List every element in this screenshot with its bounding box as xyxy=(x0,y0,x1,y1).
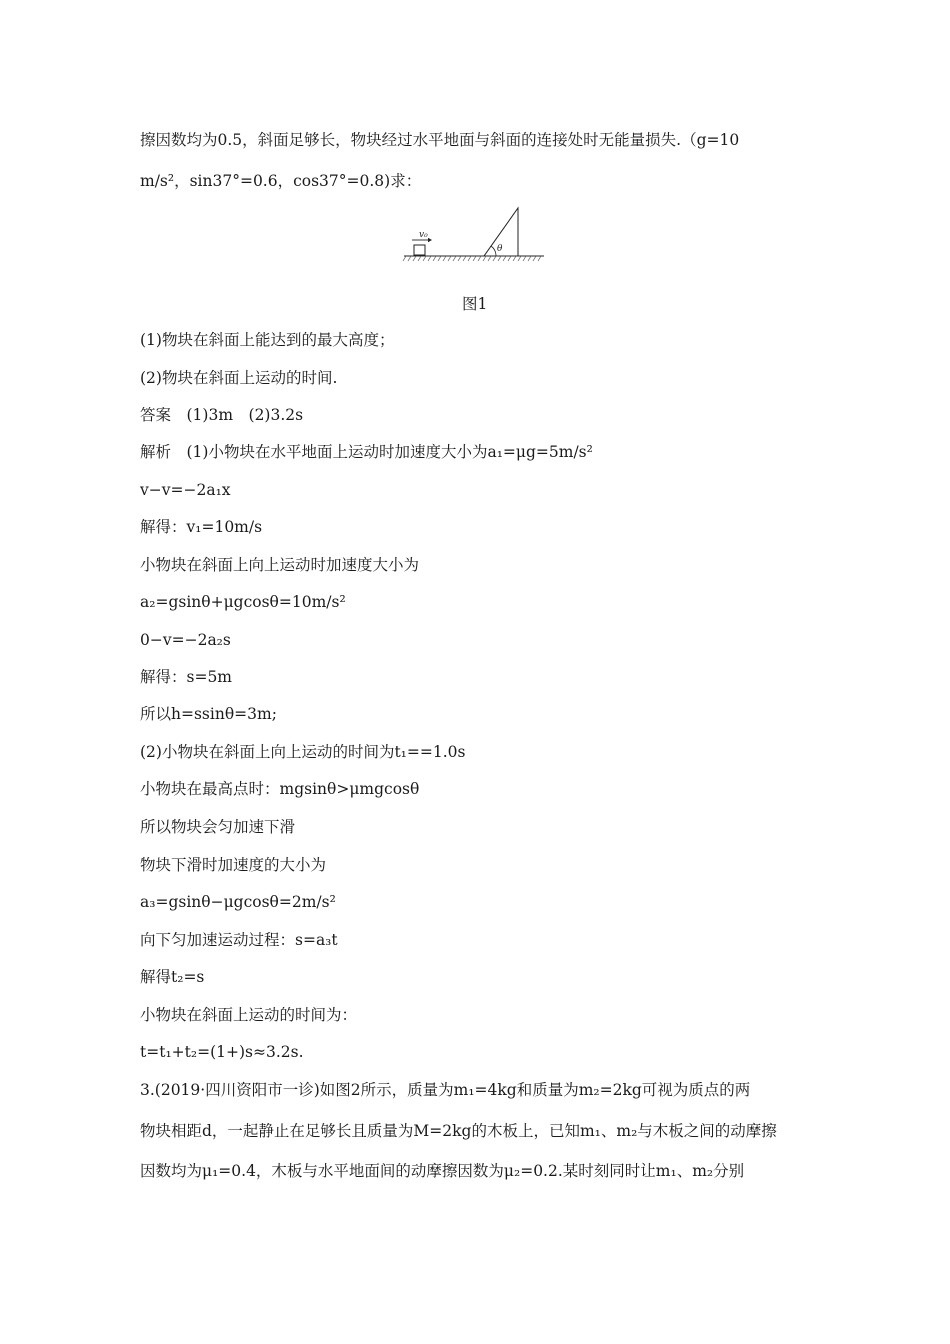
text-line: m/s²，sin37°=0.6，cos37°=0.8)求： xyxy=(140,172,422,190)
velocity-label: v₀ xyxy=(419,230,428,240)
text-line: 小物块在最高点时：mgsinθ>μmgcosθ xyxy=(140,780,420,798)
text-line: 物块相距d，一起静止在足够长且质量为M=2kg的木板上，已知m₁、m₂与木板之间的动摩擦 xyxy=(140,1122,777,1140)
ground-hatching xyxy=(403,256,541,261)
block xyxy=(414,245,425,255)
angle-label: θ xyxy=(497,244,503,254)
text-line: a₂=gsinθ+μgcosθ=10m/s² xyxy=(140,593,346,611)
text-line: 解析 (1)小物块在水平地面上运动时加速度大小为a₁=μg=5m/s² xyxy=(140,443,593,461)
figure-caption: 图1 xyxy=(462,295,488,313)
text-line: (1)物块在斜面上能达到的最大高度； xyxy=(140,331,395,349)
text-line: 答案 (1)3m (2)3.2s xyxy=(140,406,304,424)
angle-arc xyxy=(491,246,496,256)
text-line: t=t₁+t₂=(1+)s≈3.2s. xyxy=(140,1043,304,1061)
text-line: (2)物块在斜面上运动的时间. xyxy=(140,369,338,387)
text-line: 解得t₂=s xyxy=(140,968,205,986)
text-line: 所以物块会匀加速下滑 xyxy=(140,818,296,836)
text-line: 小物块在斜面上向上运动时加速度大小为 xyxy=(140,556,420,574)
text-line: 擦因数均为0.5，斜面足够长，物块经过水平地面与斜面的连接处时无能量损失.（g=10 xyxy=(140,131,740,149)
text-line: v−v=−2a₁x xyxy=(140,481,231,499)
text-line: 因数均为μ₁=0.4，木板与水平地面间的动摩擦因数为μ₂=0.2.某时刻同时让m₁、m₂分别 xyxy=(140,1162,745,1180)
text-line: 所以h=ssinθ=3m; xyxy=(140,705,277,723)
text-line: a₃=gsinθ−μgcosθ=2m/s² xyxy=(140,893,336,911)
text-line: 解得：s=5m xyxy=(140,668,233,686)
text-line: 解得：v₁=10m/s xyxy=(140,518,263,536)
text-line: 3.(2019·四川资阳市一诊)如图2所示，质量为m₁=4kg和质量为m₂=2kg可视为质点的两 xyxy=(140,1081,751,1099)
text-line: 小物块在斜面上运动的时间为： xyxy=(140,1006,358,1024)
text-line: 物块下滑时加速度的大小为 xyxy=(140,856,327,874)
text-line: 0−v=−2a₂s xyxy=(140,631,231,649)
text-line: 向下匀加速运动过程：s=a₃t xyxy=(140,931,338,949)
velocity-arrowhead xyxy=(428,238,432,242)
incline-figure xyxy=(400,200,548,266)
text-line: (2)小物块在斜面上向上运动的时间为t₁==1.0s xyxy=(140,743,466,761)
